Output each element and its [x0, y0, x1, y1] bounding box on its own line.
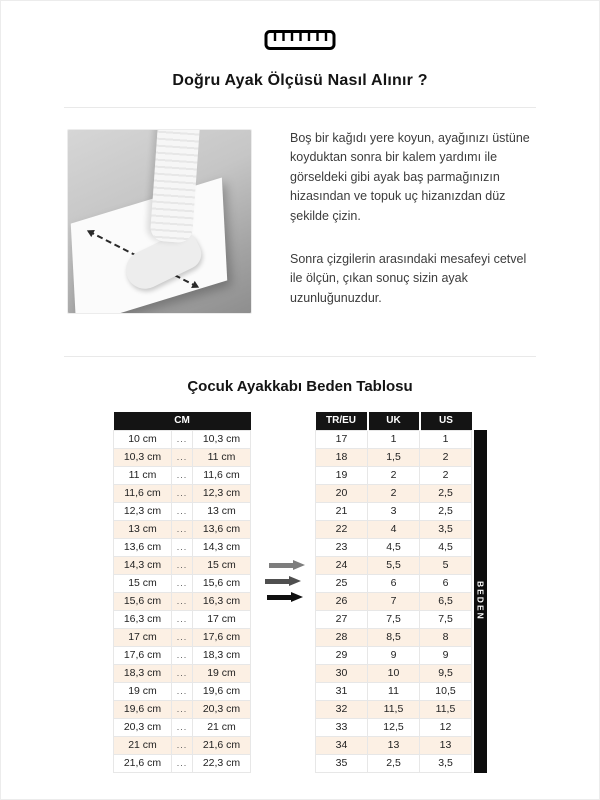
cm-value: 20,3 cm	[193, 700, 251, 718]
size-value: 11,5	[368, 700, 420, 718]
measurement-guide-section	[1, 108, 599, 339]
size-value: 7	[368, 592, 420, 610]
cm-table-row	[114, 754, 251, 772]
range-dots: ...	[172, 754, 193, 772]
page-title: Doğru Ayak Ölçüsü Nasıl Alınır ?	[172, 72, 428, 89]
size-value: 11	[368, 682, 420, 700]
cm-value: 17 cm	[193, 610, 251, 628]
size-value: 1	[368, 430, 420, 448]
size-value: 2,5	[420, 502, 472, 520]
sock-leg	[150, 129, 200, 243]
size-value: 6	[420, 574, 472, 592]
cm-table-row	[114, 700, 251, 718]
ruler-icon-wrap	[1, 1, 599, 57]
size-value: 26	[316, 592, 368, 610]
cm-table-row	[114, 664, 251, 682]
range-dots: ...	[172, 718, 193, 736]
size-value: 8,5	[368, 628, 420, 646]
size-value: 21	[316, 502, 368, 520]
size-table-row	[316, 700, 472, 718]
size-value: 8	[420, 628, 472, 646]
size-value: 23	[316, 538, 368, 556]
cm-value: 13 cm	[193, 502, 251, 520]
cm-value: 19,6 cm	[114, 700, 172, 718]
right-arrow-icon	[267, 592, 303, 603]
size-tables-section	[1, 412, 599, 773]
size-value: 1,5	[368, 448, 420, 466]
size-value: 5	[420, 556, 472, 574]
size-value: 10,5	[420, 682, 472, 700]
cm-value: 17,6 cm	[193, 628, 251, 646]
size-table-row	[316, 682, 472, 700]
size-table-row	[316, 556, 472, 574]
size-table-row	[316, 754, 472, 772]
size-value: 6,5	[420, 592, 472, 610]
cm-table-row	[114, 484, 251, 502]
cm-value: 21 cm	[114, 736, 172, 754]
cm-value: 14,3 cm	[114, 556, 172, 574]
instruction-text-block	[290, 129, 539, 314]
conversion-arrows	[265, 560, 303, 603]
size-table-row	[316, 574, 472, 592]
cm-table-row	[114, 628, 251, 646]
size-value: 31	[316, 682, 368, 700]
cm-value: 18,3 cm	[193, 646, 251, 664]
range-dots: ...	[172, 520, 193, 538]
size-value: 11,5	[420, 700, 472, 718]
size-value: 27	[316, 610, 368, 628]
size-table-row	[316, 502, 472, 520]
size-value: 7,5	[420, 610, 472, 628]
cm-value: 10,3 cm	[193, 430, 251, 448]
beden-side-bar	[474, 430, 487, 773]
size-table-header-row	[316, 412, 472, 430]
cm-table-body	[114, 430, 251, 772]
range-dots: ...	[172, 700, 193, 718]
size-table-row	[316, 430, 472, 448]
cm-value: 13 cm	[114, 520, 172, 538]
cm-table-row	[114, 574, 251, 592]
ruler-icon	[264, 28, 336, 52]
cm-value: 15,6 cm	[114, 592, 172, 610]
size-value: 33	[316, 718, 368, 736]
size-value: 4,5	[368, 538, 420, 556]
cm-value: 10 cm	[114, 430, 172, 448]
cm-table-row	[114, 646, 251, 664]
size-value: 13	[368, 736, 420, 754]
size-table-body	[316, 430, 472, 772]
size-table-row	[316, 592, 472, 610]
cm-value: 13,6 cm	[114, 538, 172, 556]
cm-value: 22,3 cm	[193, 754, 251, 772]
size-table-row	[316, 484, 472, 502]
cm-value: 13,6 cm	[193, 520, 251, 538]
cm-value: 18,3 cm	[114, 664, 172, 682]
cm-value: 20,3 cm	[114, 718, 172, 736]
cm-table-row	[114, 736, 251, 754]
size-table-title: Çocuk Ayakkabı Beden Tablosu	[187, 378, 413, 395]
size-value: 2	[420, 448, 472, 466]
size-value: 9	[420, 646, 472, 664]
cm-value: 21,6 cm	[114, 754, 172, 772]
cm-value: 15 cm	[193, 556, 251, 574]
size-value: 24	[316, 556, 368, 574]
range-dots: ...	[172, 448, 193, 466]
cm-value: 11,6 cm	[193, 466, 251, 484]
size-table-row	[316, 664, 472, 682]
range-dots: ...	[172, 610, 193, 628]
right-arrow-icon	[265, 576, 301, 587]
range-dots: ...	[172, 664, 193, 682]
cm-table-row	[114, 538, 251, 556]
size-table-row	[316, 466, 472, 484]
cm-table-row	[114, 430, 251, 448]
cm-table-row	[114, 682, 251, 700]
instruction-step-2: Sonra çizgilerin arasındaki mesafeyi cetvel ile ölçün, çıkan sonuç sizin ayak uzunluğunuzdur.	[290, 251, 527, 305]
size-value: 6	[368, 574, 420, 592]
cm-value: 15,6 cm	[193, 574, 251, 592]
size-value: 2	[420, 466, 472, 484]
range-dots: ...	[172, 538, 193, 556]
size-value: 9	[368, 646, 420, 664]
cm-table-row	[114, 610, 251, 628]
size-value: 34	[316, 736, 368, 754]
size-value: 7,5	[368, 610, 420, 628]
size-value: 30	[316, 664, 368, 682]
range-dots: ...	[172, 502, 193, 520]
cm-table-row	[114, 520, 251, 538]
cm-value: 19 cm	[114, 682, 172, 700]
size-value: 10	[368, 664, 420, 682]
size-table-row	[316, 736, 472, 754]
cm-value: 16,3 cm	[193, 592, 251, 610]
size-table-header: TR/EU	[316, 412, 368, 430]
cm-value: 17,6 cm	[114, 646, 172, 664]
size-value: 1	[420, 430, 472, 448]
cm-value: 12,3 cm	[193, 484, 251, 502]
range-dots: ...	[172, 574, 193, 592]
cm-value: 11 cm	[193, 448, 251, 466]
size-table-row	[316, 448, 472, 466]
size-value: 3	[368, 502, 420, 520]
range-dots: ...	[172, 646, 193, 664]
cm-table-row	[114, 556, 251, 574]
size-value: 17	[316, 430, 368, 448]
right-arrow-icon	[269, 560, 305, 571]
size-table-header: US	[420, 412, 472, 430]
cm-value: 12,3 cm	[114, 502, 172, 520]
range-dots: ...	[172, 592, 193, 610]
size-table-row	[316, 646, 472, 664]
size-table-row	[316, 520, 472, 538]
cm-table-row	[114, 592, 251, 610]
cm-table-header-row	[114, 412, 251, 430]
range-dots: ...	[172, 466, 193, 484]
cm-range-table	[113, 412, 251, 773]
size-value: 3,5	[420, 754, 472, 772]
size-table-row	[316, 610, 472, 628]
cm-value: 11,6 cm	[114, 484, 172, 502]
cm-table-row	[114, 448, 251, 466]
foot-measurement-image	[67, 129, 252, 314]
cm-value: 21,6 cm	[193, 736, 251, 754]
size-table-wrap	[315, 412, 487, 773]
size-value: 2	[368, 484, 420, 502]
size-table-row	[316, 718, 472, 736]
cm-table-row	[114, 718, 251, 736]
cm-table-header: CM	[114, 412, 251, 430]
divider	[64, 356, 536, 357]
size-value: 9,5	[420, 664, 472, 682]
cm-value: 17 cm	[114, 628, 172, 646]
beden-label: BEDEN	[475, 581, 486, 622]
cm-value: 19,6 cm	[193, 682, 251, 700]
size-value: 22	[316, 520, 368, 538]
size-value: 2,5	[368, 754, 420, 772]
size-value: 29	[316, 646, 368, 664]
size-value: 5,5	[368, 556, 420, 574]
range-dots: ...	[172, 628, 193, 646]
size-table-row	[316, 538, 472, 556]
cm-value: 15 cm	[114, 574, 172, 592]
range-dots: ...	[172, 556, 193, 574]
instruction-step-1: Boş bir kağıdı yere koyun, ayağınızı üstüne koyduktan sonra bir kalem yardımı ile görseldeki gibi ayak baş parmağınızın hizasından ve topuk uç hizanızdan düz şekilde çizin.	[290, 131, 530, 223]
shoe-size-table	[315, 412, 472, 773]
size-value: 4,5	[420, 538, 472, 556]
cm-value: 21 cm	[193, 718, 251, 736]
size-value: 3,5	[420, 520, 472, 538]
size-value: 18	[316, 448, 368, 466]
size-value: 2	[368, 466, 420, 484]
size-value: 28	[316, 628, 368, 646]
size-value: 4	[368, 520, 420, 538]
size-value: 12	[420, 718, 472, 736]
range-dots: ...	[172, 736, 193, 754]
cm-table-row	[114, 466, 251, 484]
size-value: 35	[316, 754, 368, 772]
range-dots: ...	[172, 430, 193, 448]
size-value: 2,5	[420, 484, 472, 502]
size-value: 19	[316, 466, 368, 484]
range-dots: ...	[172, 682, 193, 700]
size-value: 25	[316, 574, 368, 592]
size-value: 13	[420, 736, 472, 754]
cm-value: 19 cm	[193, 664, 251, 682]
size-value: 20	[316, 484, 368, 502]
cm-value: 14,3 cm	[193, 538, 251, 556]
cm-value: 11 cm	[114, 466, 172, 484]
size-table-header: UK	[368, 412, 420, 430]
cm-value: 16,3 cm	[114, 610, 172, 628]
range-dots: ...	[172, 484, 193, 502]
cm-table-row	[114, 502, 251, 520]
size-value: 12,5	[368, 718, 420, 736]
cm-value: 10,3 cm	[114, 448, 172, 466]
size-table-row	[316, 628, 472, 646]
size-value: 32	[316, 700, 368, 718]
